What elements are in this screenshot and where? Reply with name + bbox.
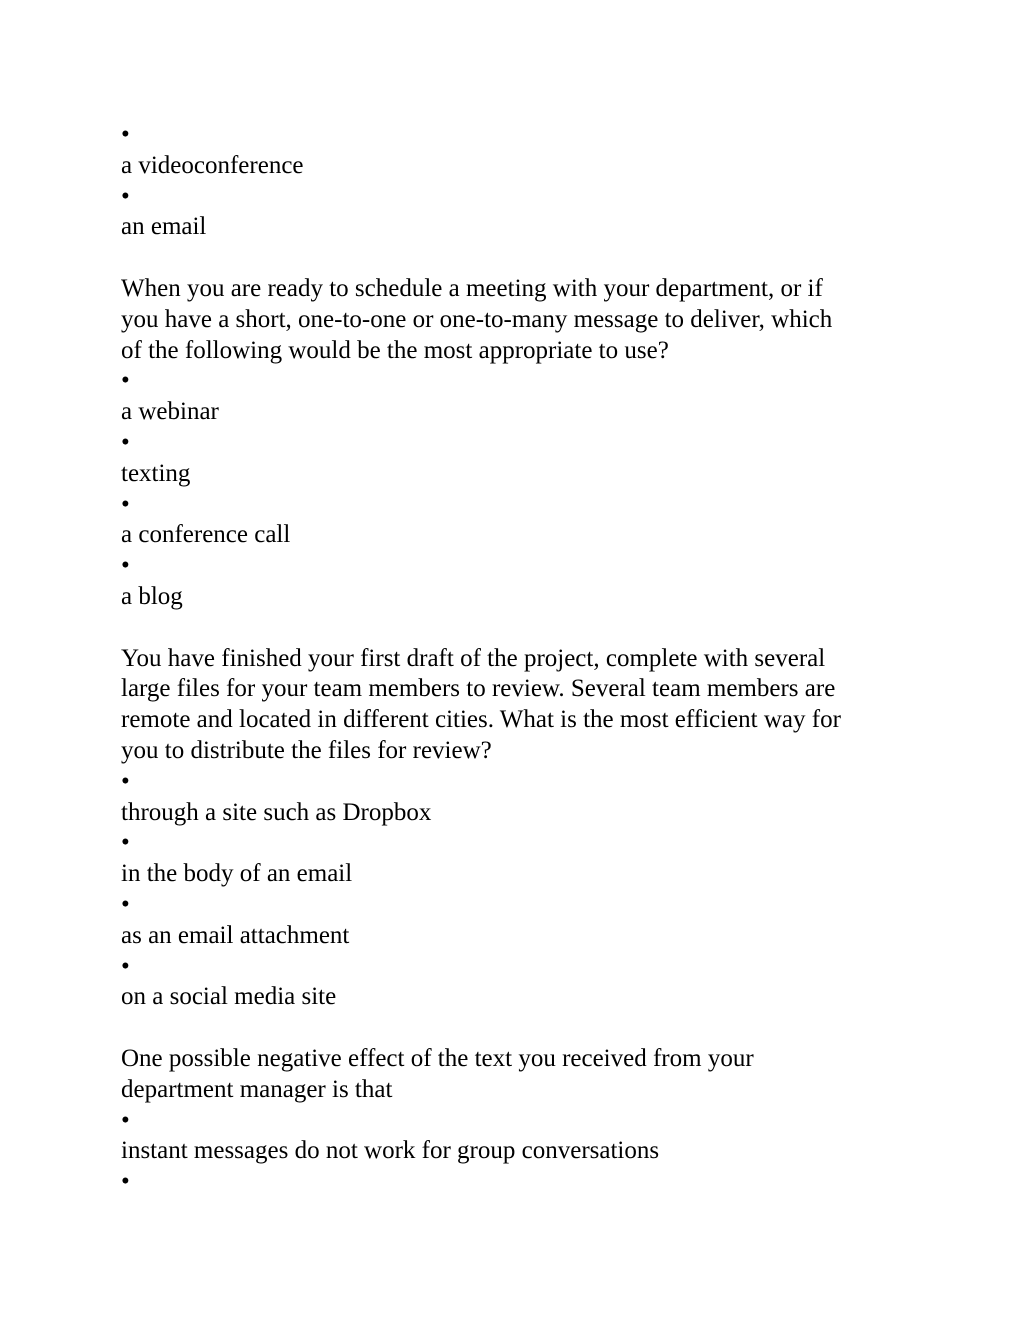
- question-line: One possible negative effect of the text you received from your: [121, 1044, 754, 1072]
- bullet-icon: •: [121, 1106, 130, 1134]
- question-line: department manager is that: [121, 1075, 393, 1103]
- question-text: [121, 1044, 911, 1106]
- question-line: you to distribute the files for review?: [121, 736, 492, 764]
- question-block: [121, 1044, 911, 1198]
- question-line: remote and located in different cities. What is the most efficient way for: [121, 706, 841, 734]
- answer-option: instant messages do not work for group conversations: [121, 1137, 660, 1165]
- question-line: large files for your team members to review. Several team members are: [121, 675, 836, 703]
- answer-option: an email: [121, 213, 207, 241]
- question-line: of the following would be the most appropriate to use?: [121, 336, 669, 364]
- top-option-list: [121, 120, 911, 243]
- question-block: [121, 644, 911, 1014]
- answer-option: texting: [121, 459, 191, 487]
- question-line: you have a short, one-to-one or one-to-many message to deliver, which: [121, 305, 833, 333]
- answer-option: through a site such as Dropbox: [121, 798, 432, 826]
- bullet-icon: •: [121, 1168, 130, 1196]
- bullet-icon: •: [121, 428, 130, 456]
- bullet-icon: •: [121, 490, 130, 518]
- answer-option: a conference call: [121, 521, 291, 549]
- bullet-icon: •: [121, 182, 130, 210]
- question-text: [121, 274, 911, 366]
- answer-option: on a social media site: [121, 983, 337, 1011]
- bullet-icon: •: [121, 552, 130, 580]
- bullet-icon: •: [121, 121, 130, 148]
- answer-option: a webinar: [121, 398, 219, 426]
- question-line: When you are ready to schedule a meeting with your department, or if: [121, 274, 823, 302]
- document-page: [121, 120, 911, 1198]
- bullet-icon: •: [121, 367, 130, 395]
- answer-option: a videoconference: [121, 151, 304, 179]
- question-text: [121, 644, 911, 767]
- bullet-icon: •: [121, 890, 130, 918]
- bullet-icon: •: [121, 767, 130, 795]
- bullet-icon: •: [121, 829, 130, 857]
- answer-option: a blog: [121, 582, 183, 610]
- question-line: You have finished your first draft of the project, complete with several: [121, 644, 826, 672]
- answer-option: as an email attachment: [121, 921, 350, 949]
- answer-option: in the body of an email: [121, 860, 353, 888]
- bullet-icon: •: [121, 952, 130, 980]
- question-block: [121, 274, 911, 613]
